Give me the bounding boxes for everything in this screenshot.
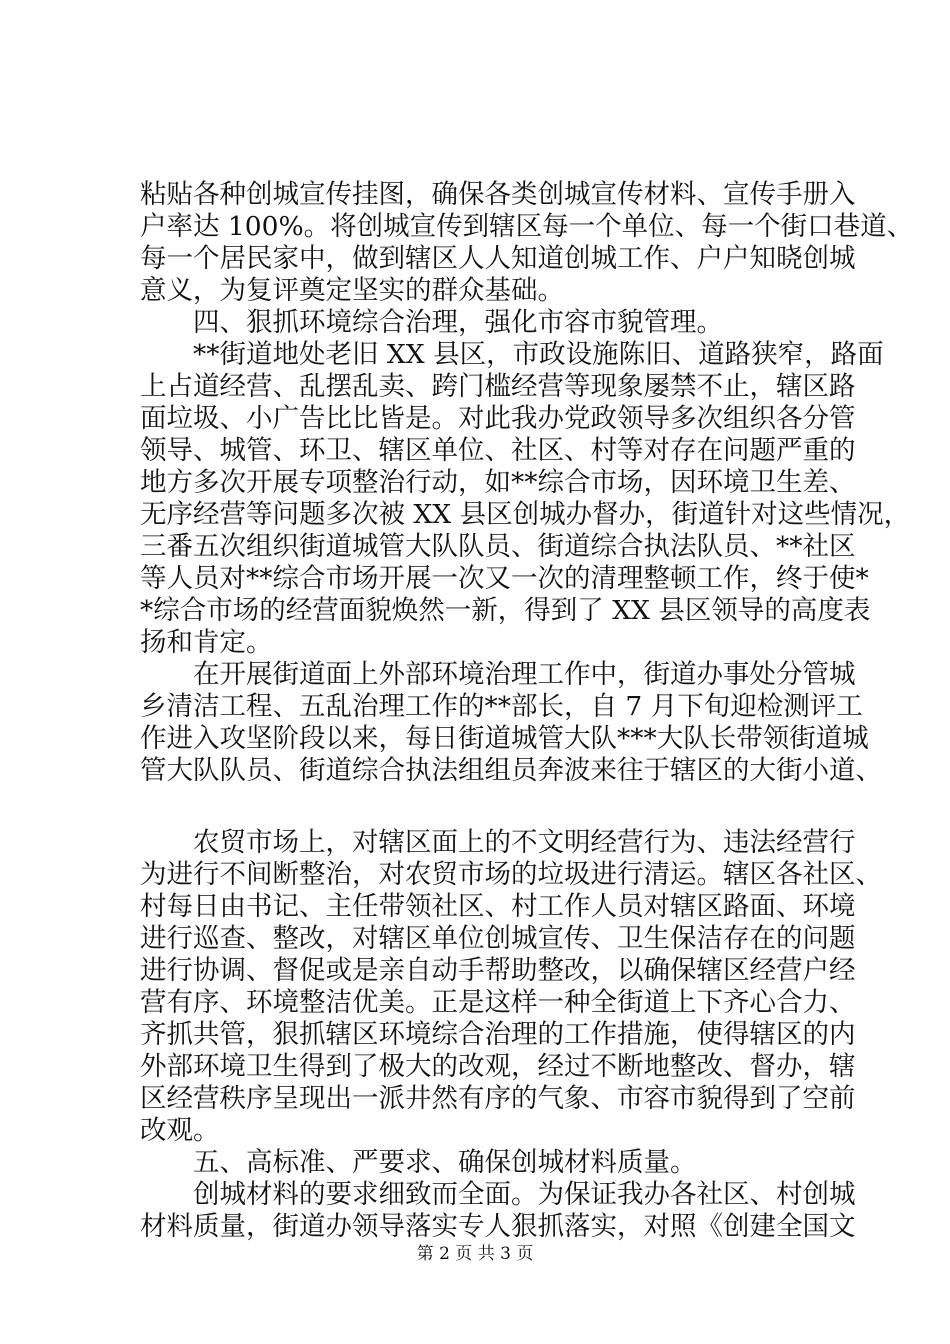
text-line: 地方多次开展专项整治行动，如**综合市场，因环境卫生差、 xyxy=(140,467,856,498)
text-line: 三番五次组织街道城管大队队员、街道综合执法队员、**社区 xyxy=(140,531,856,562)
text-line: 乡清洁工程、五乱治理工作的**部长，自 7 月下旬迎检测评工 xyxy=(140,691,863,722)
text-line: *综合市场的经营面貌焕然一新，得到了 XX 县区领导的高度表 xyxy=(140,595,871,626)
text-line: 意义，为复评奠定坚实的群众基础。 xyxy=(140,275,564,306)
section-heading: 四、狠抓环境综合治理，强化市容市貌管理。 xyxy=(140,307,723,338)
text-line: 管大队队员、街道综合执法组组员奔波来往于辖区的大街小道、 xyxy=(140,755,882,786)
text-line: 改观。 xyxy=(140,1115,220,1146)
text-line: 在开展街道面上外部环境治理工作中，街道办事处分管城 xyxy=(140,659,856,690)
text-line: 作进入攻坚阶段以来，每日街道城管大队***大队长带领街道城 xyxy=(140,723,869,754)
text-line: 面垃圾、小广告比比皆是。对此我办党政领导多次组织各分管 xyxy=(140,403,856,434)
text-line: 村每日由书记、主任带领社区、村工作人员对辖区路面、环境 xyxy=(140,891,856,922)
text-line: 区经营秩序呈现出一派井然有序的气象、市容市貌得到了空前 xyxy=(140,1083,856,1114)
text-line: **街道地处老旧 XX 县区，市政设施陈旧、道路狭窄，路面 xyxy=(140,339,884,370)
text-line: 材料质量，街道办领导落实专人狠抓落实，对照《创建全国文 xyxy=(140,1211,856,1242)
text-line: 齐抓共管，狠抓辖区环境综合治理的工作措施，使得辖区的内 xyxy=(140,1019,856,1050)
text-line: 粘贴各种创城宣传挂图，确保各类创城宣传材料、宣传手册入 xyxy=(140,179,856,210)
text-line: 扬和肯定。 xyxy=(140,627,273,658)
text-line: 进行巡查、整改，对辖区单位创城宣传、卫生保洁存在的问题 xyxy=(140,923,856,954)
text-line: 每一个居民家中，做到辖区人人知道创城工作、户户知晓创城 xyxy=(140,243,856,274)
text-line: 上占道经营、乱摆乱卖、跨门槛经营等现象屡禁不止，辖区路 xyxy=(140,371,856,402)
text-line: 进行协调、督促或是亲自动手帮助整改，以确保辖区经营户经 xyxy=(140,955,856,986)
text-line: 创城材料的要求细致而全面。为保证我办各社区、村创城 xyxy=(140,1179,856,1210)
text-line: 营有序、环境整洁优美。正是这样一种全街道上下齐心合力、 xyxy=(140,987,856,1018)
text-line: 无序经营等问题多次被 XX 县区创城办督办，街道针对这些情况， xyxy=(140,499,911,530)
text-line: 为进行不间断整治，对农贸市场的垃圾进行清运。辖区各社区、 xyxy=(140,859,882,890)
text-line: 等人员对**综合市场开展一次又一次的清理整顿工作，终于使* xyxy=(140,563,869,594)
text-line: 户率达 100%。将创城宣传到辖区每一个单位、每一个街口巷道、 xyxy=(140,211,914,242)
text-line: 领导、城管、环卫、辖区单位、社区、村等对存在问题严重的 xyxy=(140,435,856,466)
text-line: 外部环境卫生得到了极大的改观，经过不断地整改、督办，辖 xyxy=(140,1051,856,1082)
section-heading: 五、高标准、严要求、确保创城材料质量。 xyxy=(140,1147,697,1178)
page-footer: 第 2 页 共 3 页 xyxy=(416,1244,534,1264)
text-line: 农贸市场上，对辖区面上的不文明经营行为、违法经营行 xyxy=(140,827,856,858)
